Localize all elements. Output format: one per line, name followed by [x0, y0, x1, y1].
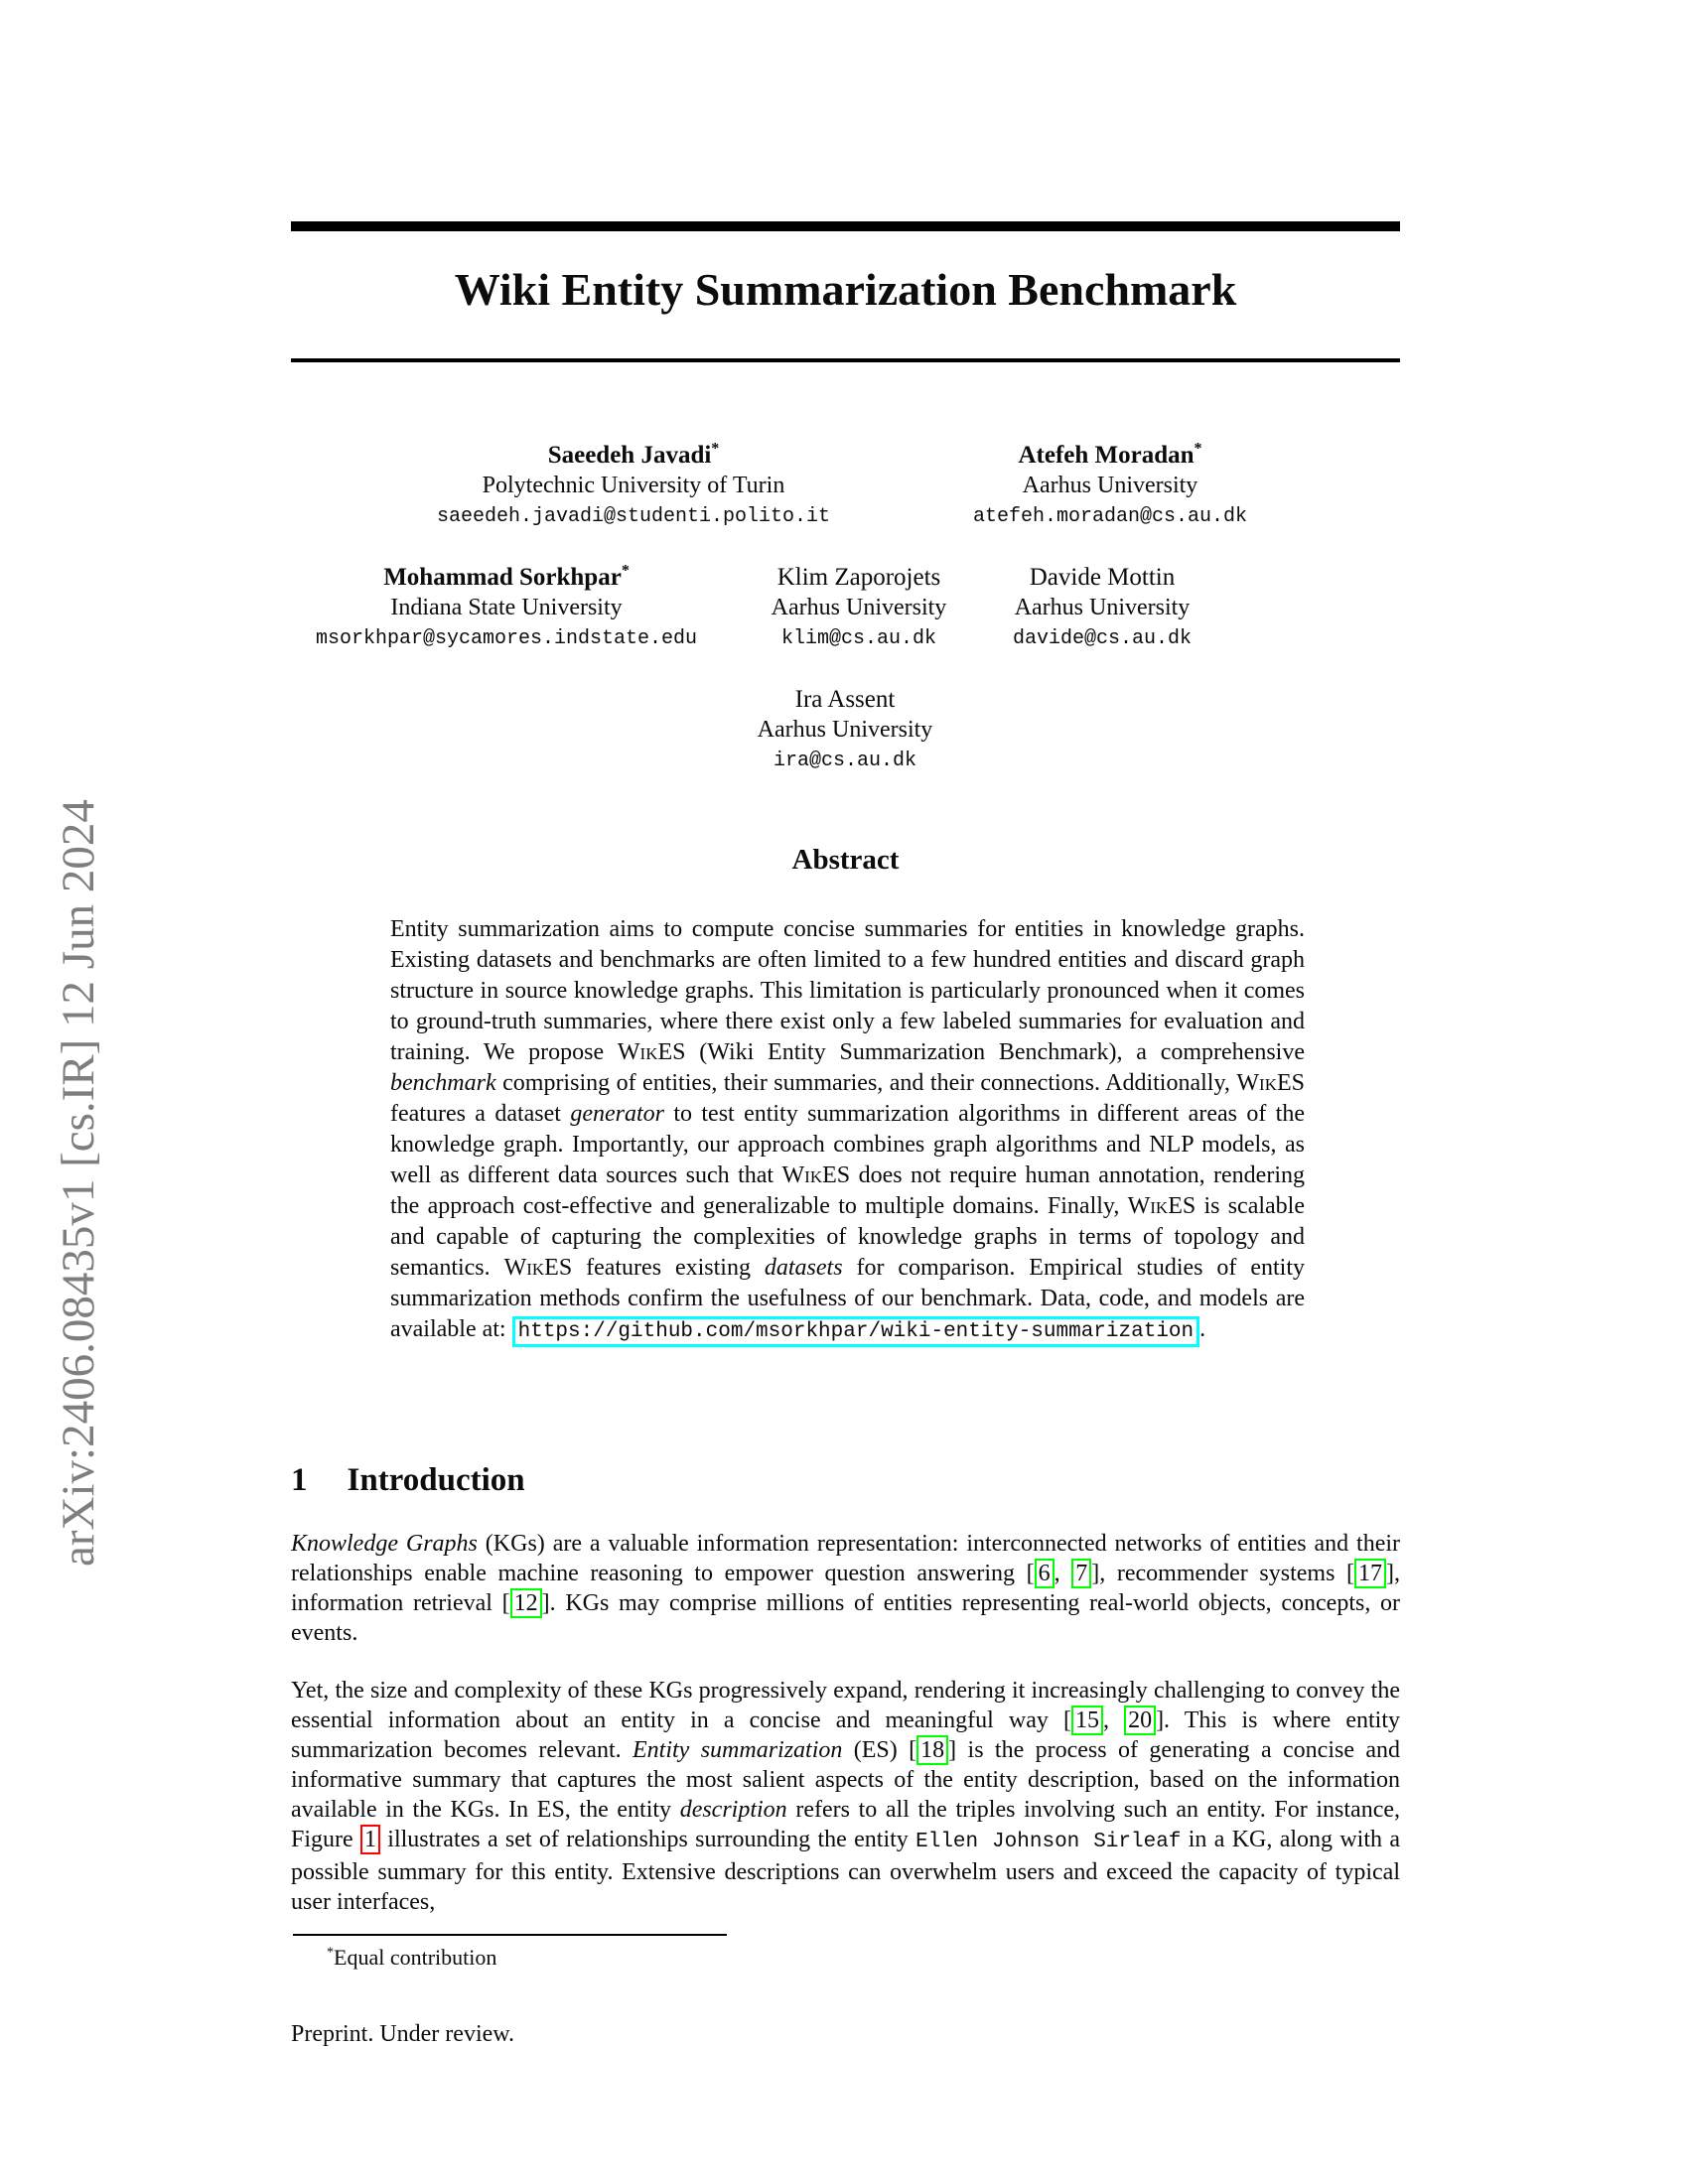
author-affiliation: Aarhus University — [757, 717, 933, 743]
abstract-text: Entity summarization aims to compute concise summaries for entities in knowledge graphs. Existing datasets and benchmarks are often limited to a few hundred entities and discard graph structure in source knowledge graphs. This limitation is particularly pronounced when it comes to ground-truth summaries, where there exist only a few labeled summaries for evaluation and training. We propose WikES (Wiki Entity Summarization Benchmark), a comprehensive benchmark comprising of entities, their summaries, and their connections. Additionally, WikES features a dataset generator to test entity summarization algorithms in different areas of the knowledge graph. Importantly, our approach combines graph algorithms and NLP models, as well as different data sources such that WikES does not require human annotation, rendering the approach cost-effective and generalizable to multiple domains. Finally, WikES is scalable and capable of capturing the complexities of knowledge graphs in terms of topology and semantics. WikES features existing datasets for comparison. Empirical studies of entity summarization methods confirm the usefulness of our benchmark. Data, code, and models are available at: https://github.com/msorkhpar/wiki-entity-summarization . — [390, 914, 1305, 1347]
italic-text: description — [679, 1797, 787, 1823]
author-email: saeedeh.javadi@studenti.polito.it — [436, 505, 831, 528]
citation-link[interactable]: 15 — [1071, 1706, 1103, 1735]
author-row — [291, 440, 1400, 549]
section-title: Introduction — [347, 1462, 525, 1498]
italic-text: Knowledge Graphs — [291, 1531, 478, 1557]
citation-link[interactable]: 6 — [1035, 1559, 1055, 1588]
footnote-rule — [293, 1934, 727, 1936]
equal-contribution-footnote — [327, 1944, 496, 1972]
author-name: Saeedeh Javadi* — [547, 440, 720, 469]
equal-contribution-mark: * — [1194, 440, 1202, 458]
author-email: msorkhpar@sycamores.indstate.edu — [315, 627, 698, 650]
author-email: davide@cs.au.dk — [1012, 627, 1193, 650]
entity-name-mono: Ellen Johnson Sirleaf — [915, 1831, 1182, 1853]
author-email: atefeh.moradan@cs.au.dk — [972, 505, 1248, 528]
author-column — [892, 440, 1329, 532]
author-name: Mohammad Sorkhpar* — [383, 562, 630, 591]
author-row — [291, 562, 1400, 671]
footnote-text: Equal contribution — [334, 1945, 497, 1970]
abstract-heading: Abstract — [791, 844, 900, 876]
italic-text: generator — [570, 1101, 664, 1127]
citation-link[interactable]: 17 — [1354, 1559, 1386, 1588]
author-email: ira@cs.au.dk — [773, 750, 917, 772]
section-heading-introduction — [291, 1462, 525, 1499]
citation-link[interactable]: 20 — [1124, 1706, 1156, 1735]
citation-link[interactable]: 18 — [916, 1735, 948, 1765]
author-affiliation: Indiana State University — [390, 595, 623, 620]
smallcaps-wikes: WikES — [781, 1162, 851, 1188]
author-column — [291, 562, 722, 654]
italic-text: Entity summarization — [633, 1737, 843, 1763]
footnote-marker: * — [327, 1945, 334, 1961]
title-rule-top — [291, 221, 1400, 231]
smallcaps-wikes: WikES — [617, 1039, 686, 1065]
title-rule-bottom — [291, 358, 1400, 362]
italic-text: datasets — [764, 1255, 843, 1281]
author-block — [291, 440, 1400, 817]
preprint-notice: Preprint. Under review. — [291, 2021, 515, 2047]
section-number: 1 — [291, 1462, 308, 1498]
author-row — [291, 684, 1400, 793]
author-column — [627, 684, 1063, 776]
intro-paragraph-2: Yet, the size and complexity of these KGs progressively expand, rendering it increasingly challenging to convey the essential information about an entity in a concise and meaningful way [ 15 , 20 ]. This is where entity summarization becomes relevant. Entity summarization (ES) [ 18 ] is the process of generating a concise and informative summary that captures the most salient aspects of the entity description, based on the information available in the KGs. In ES, the entity description refers to all the triples involving such an entity. For instance, Figure 1 illustrates a set of relationships surrounding the entity Ellen Johnson Sirleaf in a KG, along with a possible summary for this entity. Extensive descriptions can overwhelm users and exceed the capacity of typical user interfaces, — [291, 1678, 1401, 1915]
author-affiliation: Aarhus University — [1022, 473, 1198, 498]
author-column — [938, 562, 1266, 654]
author-affiliation: Aarhus University — [771, 595, 947, 620]
intro-paragraph-1: Knowledge Graphs (KGs) are a valuable information representation: interconnected networks of entities and their relationships enable machine reasoning to empower question answering [ 6 , 7 ], recommender systems [ 17 ], information retrieval [ 12 ]. KGs may comprise millions of entities representing real-world objects, concepts, or events. — [291, 1531, 1401, 1646]
author-name: Ira Assent — [794, 686, 896, 713]
author-name: Klim Zaporojets — [776, 564, 941, 591]
author-email: klim@cs.au.dk — [780, 627, 937, 650]
citation-link[interactable]: 12 — [510, 1588, 542, 1618]
paper-title: Wiki Entity Summarization Benchmark — [454, 264, 1237, 315]
italic-text: benchmark — [390, 1070, 496, 1096]
arxiv-watermark: arXiv:2406.08435v1 [cs.IR] 12 Jun 2024 — [53, 799, 104, 1567]
author-affiliation: Aarhus University — [1014, 595, 1191, 620]
github-url-link[interactable]: https://github.com/msorkhpar/wiki-entity-summarization — [512, 1316, 1200, 1347]
author-name: Davide Mottin — [1029, 564, 1176, 591]
equal-contribution-mark: * — [711, 440, 720, 458]
paper-content — [291, 0, 1400, 2184]
author-name: Atefeh Moradan* — [1018, 440, 1202, 469]
smallcaps-wikes: WikES — [1127, 1193, 1196, 1219]
figure-reference-link[interactable]: 1 — [360, 1825, 380, 1854]
citation-link[interactable]: 7 — [1071, 1559, 1091, 1588]
smallcaps-wikes: WikES — [1236, 1070, 1305, 1096]
equal-contribution-mark: * — [621, 562, 630, 580]
author-column — [395, 440, 872, 532]
author-affiliation: Polytechnic University of Turin — [482, 473, 785, 498]
smallcaps-wikes: WikES — [503, 1255, 573, 1281]
